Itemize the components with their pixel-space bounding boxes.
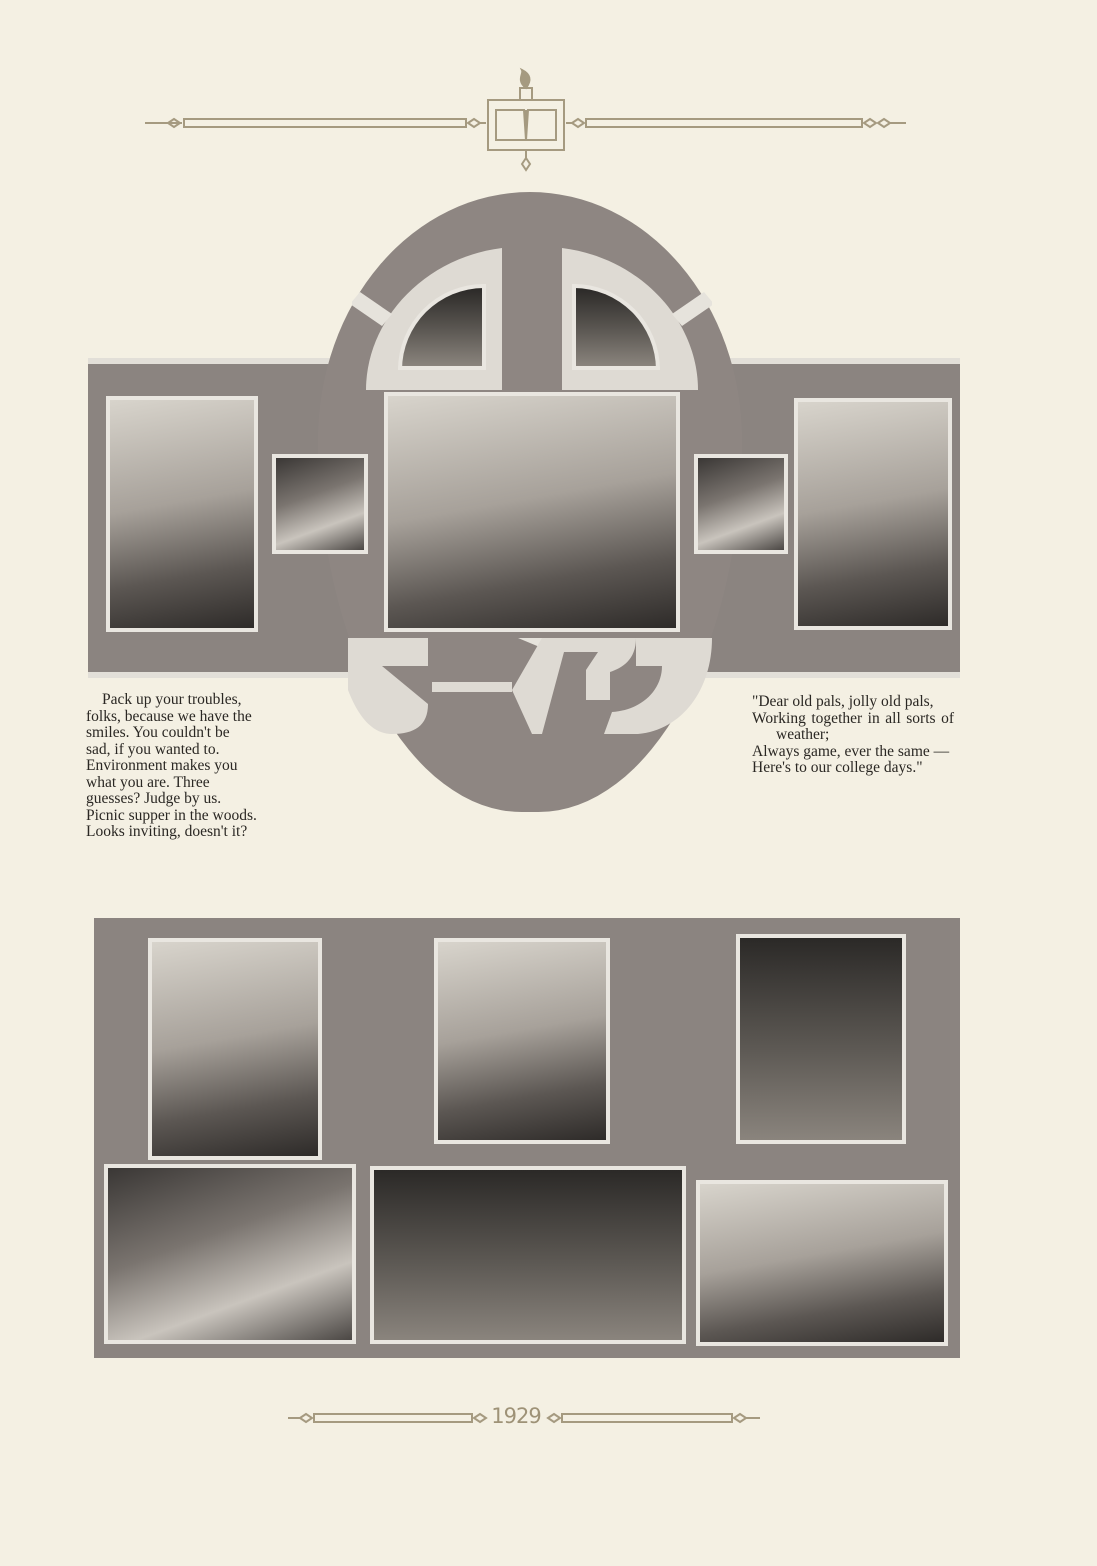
photo-tennis-players	[106, 396, 258, 632]
header-ornament	[0, 0, 1097, 190]
photo-swimmers-pair	[694, 454, 788, 554]
footer-ornament	[0, 1400, 1097, 1440]
caption-right-poem: "Dear old pals, jolly old pals, Working together in all sorts of weather; Always game, ever the same — Here's to our college days."	[752, 693, 954, 776]
photo-group-steps	[794, 398, 952, 630]
arch-frames	[352, 222, 712, 398]
photo-pair-in-field	[736, 934, 906, 1144]
caption-left: Pack up your troubles, folks, because we have the smiles. You couldn't be sad, if you wanted to. Environment makes you what you are. Three guesses? Judge by us. Picnic supper in the woods. Looks inviting, doesn't it?	[86, 691, 257, 840]
year-label: 1929	[491, 1404, 541, 1428]
monogram-sc	[342, 630, 718, 742]
photo-group-with-blankets	[104, 1164, 356, 1344]
open-book-torch-icon	[488, 70, 564, 170]
photo-pair-by-tree	[434, 938, 610, 1144]
photo-swimmer	[272, 454, 368, 554]
photo-picnic-woods	[370, 1166, 686, 1344]
photo-golfers	[148, 938, 322, 1160]
photo-dancers	[384, 392, 680, 632]
photo-hikers-road	[696, 1180, 948, 1346]
